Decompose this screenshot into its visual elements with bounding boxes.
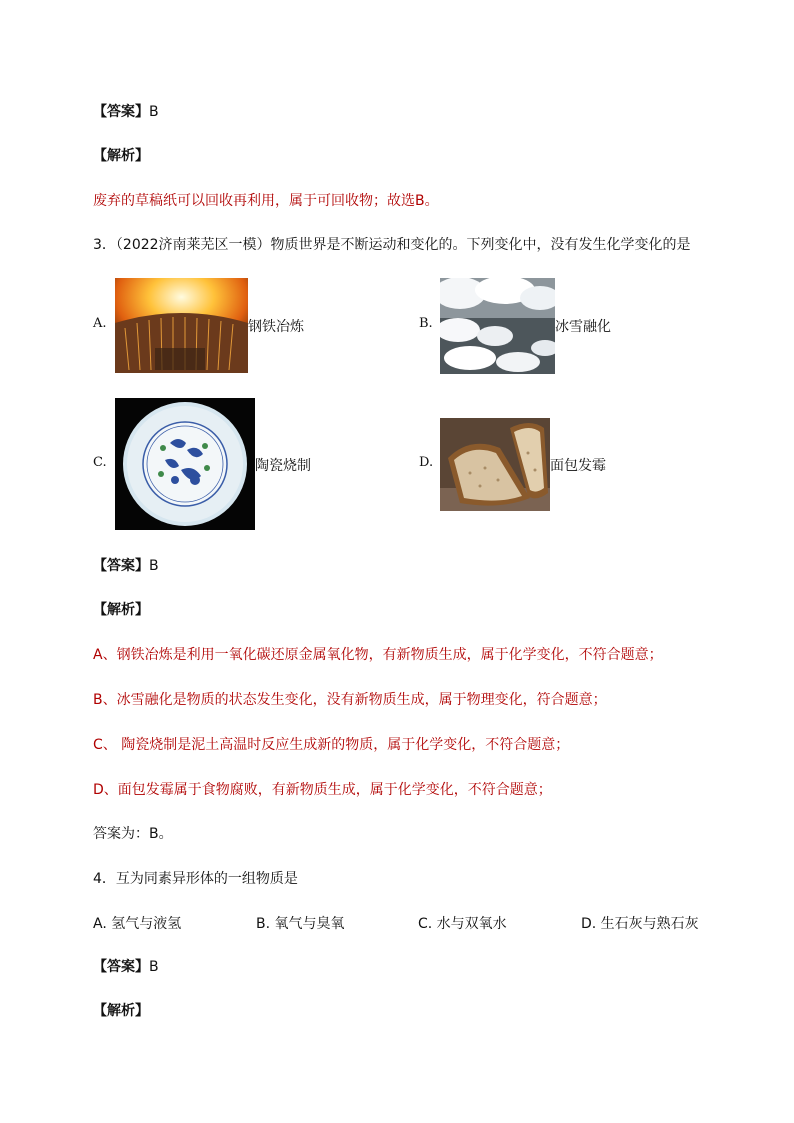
analysis-label: 【解析】 bbox=[93, 602, 149, 618]
analysis-line-d: D、面包发霉属于食物腐败，有新物质生成，属于化学变化，不符合题意； bbox=[93, 782, 552, 798]
porcelain-plate-photo bbox=[115, 398, 255, 530]
analysis-label: 【解析】 bbox=[93, 1003, 149, 1019]
analysis-line-a: A、钢铁冶炼是利用一氧化碳还原金属氧化物，有新物质生成，属于化学变化，不符合题意； bbox=[93, 647, 663, 663]
answer-label: 【答案】 bbox=[93, 104, 149, 120]
option-b-text: 冰雪融化 bbox=[555, 319, 611, 335]
analysis-line-c: C、 陶瓷烧制是泥土高温时反应生成新的物质，属于化学变化，不符合题意； bbox=[93, 737, 570, 753]
q4-option-d: D. 生石灰与熟石灰 bbox=[581, 916, 699, 932]
question-3-stem: 3．（2022济南莱芜区一模）物质世界是不断运动和变化的。下列变化中，没有发生化学变化的是 bbox=[93, 237, 691, 253]
analysis-conclusion: 答案为：B。 bbox=[93, 826, 173, 842]
answer-line bbox=[93, 102, 159, 122]
answer-label: 【答案】 bbox=[93, 959, 149, 975]
bread-photo bbox=[440, 418, 550, 511]
answer-line bbox=[93, 957, 159, 977]
option-a-text: 钢铁冶炼 bbox=[248, 319, 304, 335]
question-4-stem: 4．互为同素异形体的一组物质是 bbox=[93, 871, 298, 887]
answer-label: 【答案】 bbox=[93, 558, 149, 574]
answer-value: B bbox=[149, 558, 159, 574]
option-b-letter: B. bbox=[419, 316, 433, 331]
steel-smelting-photo bbox=[115, 278, 248, 373]
option-d-letter: D. bbox=[419, 455, 434, 470]
q4-option-c: C. 水与双氧水 bbox=[418, 916, 507, 932]
q4-option-b: B. 氧气与臭氧 bbox=[256, 916, 345, 932]
analysis-text: 废弃的草稿纸可以回收再利用，属于可回收物；故选B。 bbox=[93, 193, 439, 209]
snow-melting-photo bbox=[440, 278, 555, 374]
q4-option-a: A. 氢气与液氢 bbox=[93, 916, 182, 932]
option-c-letter: C. bbox=[93, 455, 107, 470]
option-c-text: 陶瓷烧制 bbox=[255, 458, 311, 474]
answer-line bbox=[93, 556, 159, 576]
analysis-label: 【解析】 bbox=[93, 148, 149, 164]
option-a-letter: A. bbox=[93, 316, 107, 331]
answer-value: B bbox=[149, 104, 159, 120]
analysis-line-b: B、冰雪融化是物质的状态发生变化，没有新物质生成，属于物理变化，符合题意； bbox=[93, 692, 607, 708]
answer-value: B bbox=[149, 959, 159, 975]
option-d-text: 面包发霉 bbox=[550, 458, 606, 474]
